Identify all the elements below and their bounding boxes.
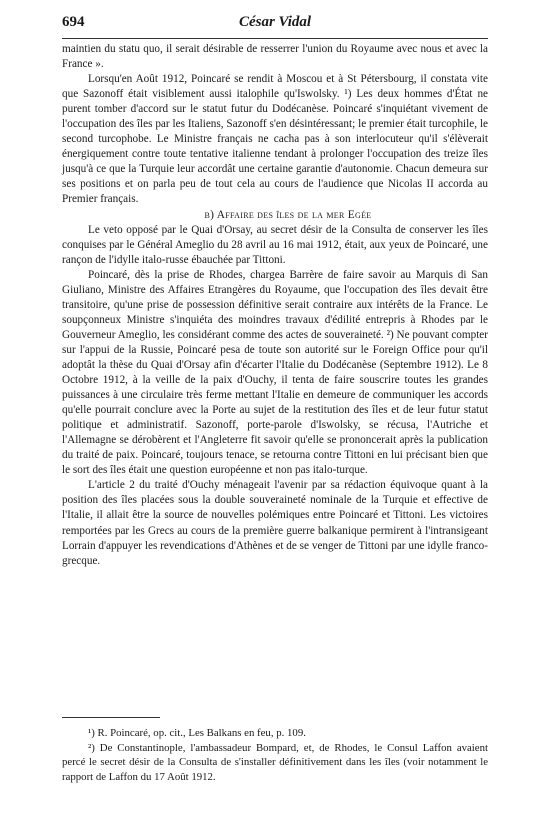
footnote-1: ¹) R. Poincaré, op. cit., Les Balkans en feu, p. 109. xyxy=(88,727,306,739)
section-title: b) Affaire des îles de la mer Egée xyxy=(204,208,372,221)
paragraph-rhodes: Poincaré, dès la prise de Rhodes, chargea Barrère de faire savoir au Marquis di San Giuliano, Ministre des Affaires Etrangères du Royaume, que l'occupation des îles devait être transitoire, qu'une prise de possession définitive serait contraire aux intérêts de la France. Le soupçonneux Ministre s'inquiéta des moindres travaux d'édilité entrepris à Rhodes par le Gouverneur Ameglio, les considérant comme des actes de souveraineté. ²) Ne pouvant compter sur l'appui de la Russie, Poincaré pesa de toute son autorité sur le Foreign Office pour qu'il adoptât la thèse du Quai d'Orsay afin d'écarter l'Italie du Dodécanèse (Septembre 1912). Le 8 Octobre 1912, à la veille de la paix d'Ouchy, il tenta de faire souscrire toutes les grandes puissances à une circulaire très ferme mettant l'Italie en demeure de communiquer les accords qu'elle pourrait conclure avec la Porte au sujet de la restitution des îles et de leur futur statut politique et administratif. Sazonoff, porte-parole d'Iswolsky, se récusa, l'Autriche et l'Allemagne se dérobèrent et l'Angleterre fit savoir qu'elle se prononcerait après la publication du traité de paix. Poincaré, toujours tenace, se retourna contre Tittoni en lui précisant bien que le sort des îles était une question européenne et non pas italo-turque. xyxy=(62,268,488,477)
paragraph-continuation: maintien du statu quo, il serait désirable de resserrer l'union du Royaume avec nous et avec la France ». xyxy=(62,43,488,71)
body-text xyxy=(62,42,488,569)
page-number: 694 xyxy=(62,14,85,30)
footnotes xyxy=(62,726,488,784)
header-rule xyxy=(62,38,488,39)
page-header xyxy=(62,14,488,36)
footnote-rule xyxy=(62,717,160,718)
paragraph-veto: Le veto opposé par le Quai d'Orsay, au secret désir de la Consulta de conserver les îles conquises par le Général Ameglio du 28 avril au 16 mai 1912, était, aux yeux de Poincaré, une rançon de l'idylle italo-russe ébauchée par Tittoni. xyxy=(62,223,488,266)
footnote-2: ²) De Constantinople, l'ambassadeur Bompard, et, de Rhodes, le Consul Laffon avaient percé le secret désir de la Consulta de s'installer définitivement dans les îles (voir notamment le rapport de Laffon du 17 Août 1912. xyxy=(62,741,488,783)
paragraph-poincare-visit: Lorsqu'en Août 1912, Poincaré se rendit à Moscou et à St Pétersbourg, il constata vite que Sazonoff était visiblement aussi italophile qu'Iswolsky. ¹) Les deux hommes d'État ne purent tomber d'accord sur le statut futur du Dodécanèse. Poincaré s'inquiétant vivement de l'occupation des îles par les Italiens, Sazonoff s'en désintéressant; le premier était turcophile, le second turcophobe. Le Ministre français ne cacha pas à son interlocuteur qu'il s'élèverait énergiquement contre toute tentative italienne tendant à prolonger l'occupation des treize îles jusqu'à ce que la Turquie leur accordât une certaine garantie d'autonomie. Chacun demeura sur ses positions et on parla peu de tout cela au cours de l'audience que Nicolas II accorda au Premier français. xyxy=(62,73,488,206)
paragraph-ouchy-treaty: L'article 2 du traité d'Ouchy ménageait l'avenir par sa rédaction équivoque quant à la position des îles placées sous la double souveraineté nominale de la Turquie et effective de l'Italie, il allait être la source de nouvelles polémiques entre Poincaré et Tittoni. Les victoires remportées par les Grecs au cours de la première guerre balkanique permirent à l'intransigeant Lorrain d'appuyer les revendications d'Athènes et de se venger de Tittoni par une idylle franco-grecque. xyxy=(62,479,488,567)
running-head: César Vidal xyxy=(238,14,312,30)
